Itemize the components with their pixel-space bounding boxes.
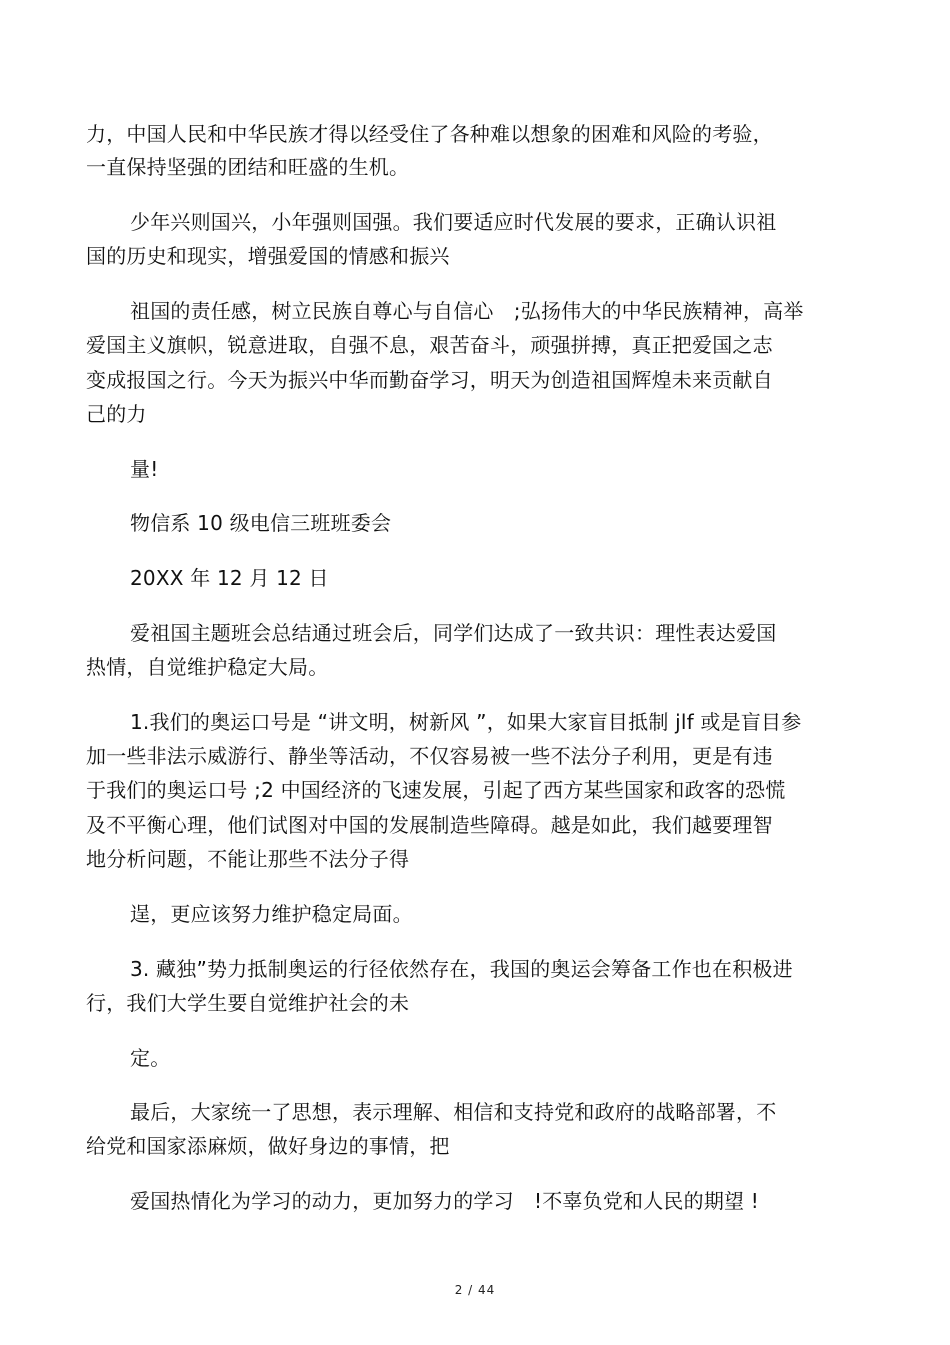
text-line: 一直保持坚强的团结和旺盛的生机。 bbox=[86, 155, 410, 179]
paragraph-first-line: 定。 bbox=[130, 1046, 171, 1070]
signature-date: 20XX 年 12 月 12 日 bbox=[130, 566, 329, 590]
text-line: 国的历史和现实，增强爱国的情感和振兴 bbox=[86, 244, 450, 268]
paragraph-first-line: 3. 藏独”势力抵制奥运的行径依然存在，我国的奥运会筹备工作也在积极进 bbox=[130, 957, 793, 981]
text-line: 给党和国家添麻烦，做好身边的事情，把 bbox=[86, 1134, 450, 1158]
text-line: 地分析问题，不能让那些不法分子得 bbox=[86, 847, 410, 871]
text-line: 力，中国人民和中华民族才得以经受住了各种难以想象的困难和风险的考验， bbox=[86, 122, 773, 146]
text-line: 变成报国之行。今天为振兴中华而勤奋学习，明天为创造祖国辉煌未来贡献自 bbox=[86, 368, 773, 392]
paragraph-first-line: 祖国的责任感，树立民族自尊心与自信心 ;弘扬伟大的中华民族精神，高举 bbox=[130, 299, 804, 323]
paragraph-first-line: 最后，大家统一了思想，表示理解、相信和支持党和政府的战略部署，不 bbox=[130, 1100, 777, 1124]
text-line: 爱国主义旗帜，锐意进取，自强不息，艰苦奋斗，顽强拼搏，真正把爱国之志 bbox=[86, 333, 773, 357]
text-line: 于我们的奥运口号 ;2 中国经济的飞速发展，引起了西方某些国家和政客的恐慌 bbox=[86, 778, 786, 802]
paragraph-first-line: 爱祖国主题班会总结通过班会后，同学们达成了一致共识：理性表达爱国 bbox=[130, 621, 777, 645]
paragraph-first-line: 1.我们的奥运口号是 “讲文明，树新风 ”，如果大家盲目抵制 jlf 或是盲目参 bbox=[130, 710, 802, 734]
signature-organization: 物信系 10 级电信三班班委会 bbox=[130, 511, 392, 535]
paragraph-first-line: 爱国热情化为学习的动力，更加努力的学习 !不辜负党和人民的期望 ! bbox=[130, 1189, 759, 1213]
text-line: 及不平衡心理，他们试图对中国的发展制造些障碍。越是如此，我们越要理智 bbox=[86, 813, 773, 837]
text-line: 加一些非法示威游行、静坐等活动，不仅容易被一些不法分子利用，更是有违 bbox=[86, 744, 773, 768]
paragraph-first-line: 量! bbox=[130, 457, 159, 481]
paragraph-first-line: 少年兴则国兴，小年强则国强。我们要适应时代发展的要求，正确认识祖 bbox=[130, 210, 777, 234]
page-number: 2 / 44 bbox=[454, 1283, 496, 1297]
text-line: 热情，自觉维护稳定大局。 bbox=[86, 655, 329, 679]
text-line: 行，我们大学生要自觉维护社会的未 bbox=[86, 991, 410, 1015]
text-line: 己的力 bbox=[86, 402, 147, 426]
paragraph-first-line: 逞，更应该努力维护稳定局面。 bbox=[130, 902, 413, 926]
